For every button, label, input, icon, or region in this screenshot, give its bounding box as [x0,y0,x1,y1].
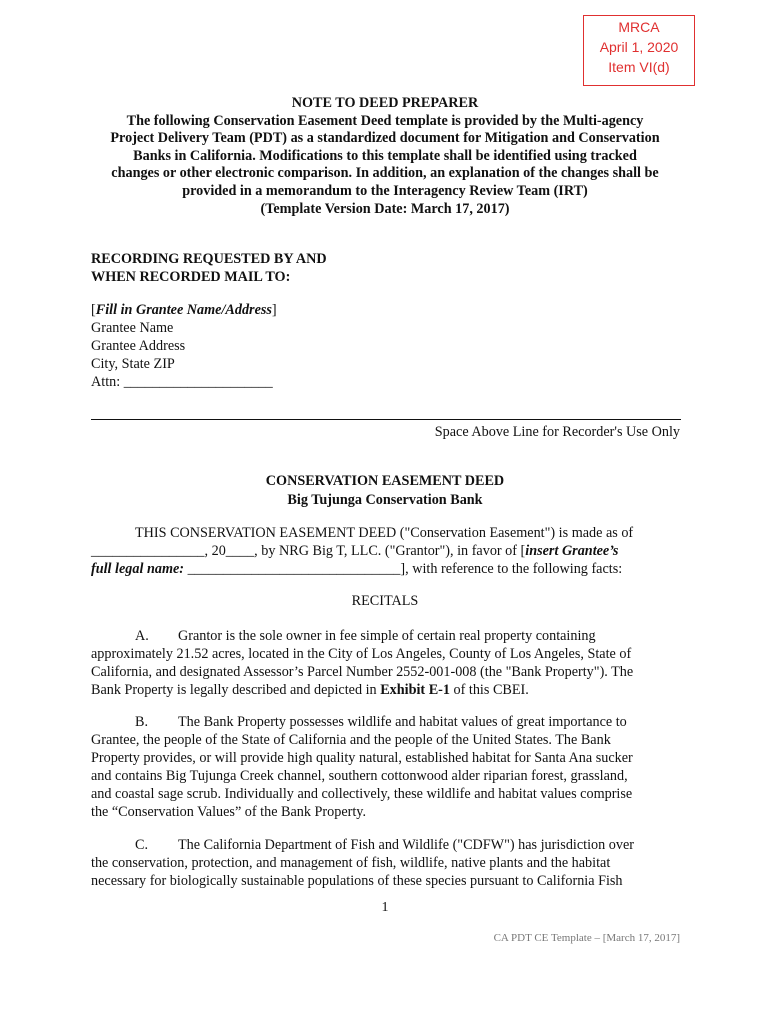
recital-line: and contains Big Tujunga Creek channel, southern cottonwood alder riparian forest, grassland, [91,768,628,784]
note-line: provided in a memorandum to the Interagency Review Team (IRT) [182,182,588,199]
recital-line [91,681,681,699]
grantee-address-block [91,301,277,391]
recording-request-block [91,251,327,286]
fill-instruction-text: Fill in Grantee Name/Address [95,302,272,318]
intro-placeholder: full legal name: [91,561,188,577]
page-footer: CA PDT CE Template – [March 17, 2017] [493,932,680,944]
recital-text: Bank Property is legally described and depicted in [91,682,381,698]
intro-text: ], with reference to the following facts: [400,561,623,577]
recital-line: California, and designated Assessor’s Parcel Number 2552-001-008 (the "Bank Property"). The [91,664,634,680]
recital-line: Property provides, or will provide high quality natural, established habitat for Santa Ana sucker [91,750,633,766]
recital-line: and coastal sage scrub. Individually and collectively, these wildlife and habitat values comprise [91,786,633,802]
grantee-city: City, State ZIP [91,356,175,372]
grantee-address: Grantee Address [91,338,186,354]
deed-title: CONSERVATION EASEMENT DEED [265,473,505,489]
stamp-date: April 1, 2020 [599,39,679,55]
recital-text: The Bank Property possesses wildlife and habitat values of great importance to [178,714,627,730]
page-number: 1 [381,900,389,915]
recorder-divider [91,419,681,420]
recital-text: The California Department of Fish and Wildlife ("CDFW") has jurisdiction over [178,837,634,853]
recital-line: the “Conservation Values” of the Bank Property. [91,804,367,820]
recital-line [91,836,681,854]
fill-instruction [91,301,277,319]
recital-text: of this CBEI. [449,682,529,698]
bracket-open: [ [91,302,96,318]
note-line: Banks in California. Modifications to this template shall be identified using tracked [133,147,637,164]
note-heading: NOTE TO DEED PREPARER [291,95,479,111]
recital-text: Grantor is the sole owner in fee simple of certain real property containing [178,628,596,644]
recital-line [91,627,681,645]
note-line: Project Delivery Team (PDT) as a standardized document for Mitigation and Conservation [110,130,660,147]
agenda-stamp [583,15,695,86]
grantee-name: Grantee Name [91,320,174,336]
recording-line-1: RECORDING REQUESTED BY AND [91,251,327,267]
stamp-item: Item VI(d) [608,59,670,75]
note-line: The following Conservation Easement Deed template is provided by the Multi-agency [126,112,644,129]
note-line: changes or other electronic comparison. In addition, an explanation of the changes shall be [111,165,659,182]
recitals-heading: RECITALS [351,593,419,609]
recital-line [91,713,681,731]
recital-line: Grantee, the people of the State of California and the people of the United States. The Bank [91,732,611,748]
note-to-preparer [80,95,690,218]
grantee-attn: Attn: _____________________ [91,374,273,390]
recital-line: the conservation, protection, and management of fish, wildlife, native plants and the habitat [91,855,611,871]
exhibit-reference: Exhibit E-1 [380,682,450,698]
recital-b [91,713,681,821]
stamp-org: MRCA [618,19,660,35]
recorder-use-note: Space Above Line for Recorder's Use Only [434,424,680,440]
intro-line: THIS CONSERVATION EASEMENT DEED ("Conservation Easement") is made as of [135,525,634,541]
recital-line: approximately 21.52 acres, located in the City of Los Angeles, County of Los Angeles, State of [91,646,632,662]
recording-line-2: WHEN RECORDED MAIL TO: [91,268,291,285]
recital-letter: A. [135,628,149,644]
recital-letter: C. [135,837,149,853]
bracket-close: ] [271,302,277,318]
deed-title-block [80,472,690,510]
recital-line: necessary for biologically sustainable populations of these species pursuant to California Fish [91,873,623,889]
recital-a [91,627,681,699]
intro-paragraph [91,524,681,578]
intro-line [91,560,681,578]
deed-subtitle: Big Tujunga Conservation Bank [287,492,483,508]
intro-placeholder: insert Grantee’s [525,543,619,559]
intro-line [91,542,681,560]
recital-c [91,836,681,890]
intro-blank: ______________________________ [187,561,401,577]
intro-text: ________________, 20____, by NRG Big T, LLC. ("Grantor"), in favor of [ [91,543,526,559]
recital-letter: B. [135,714,149,730]
note-line: (Template Version Date: March 17, 2017) [260,200,510,217]
